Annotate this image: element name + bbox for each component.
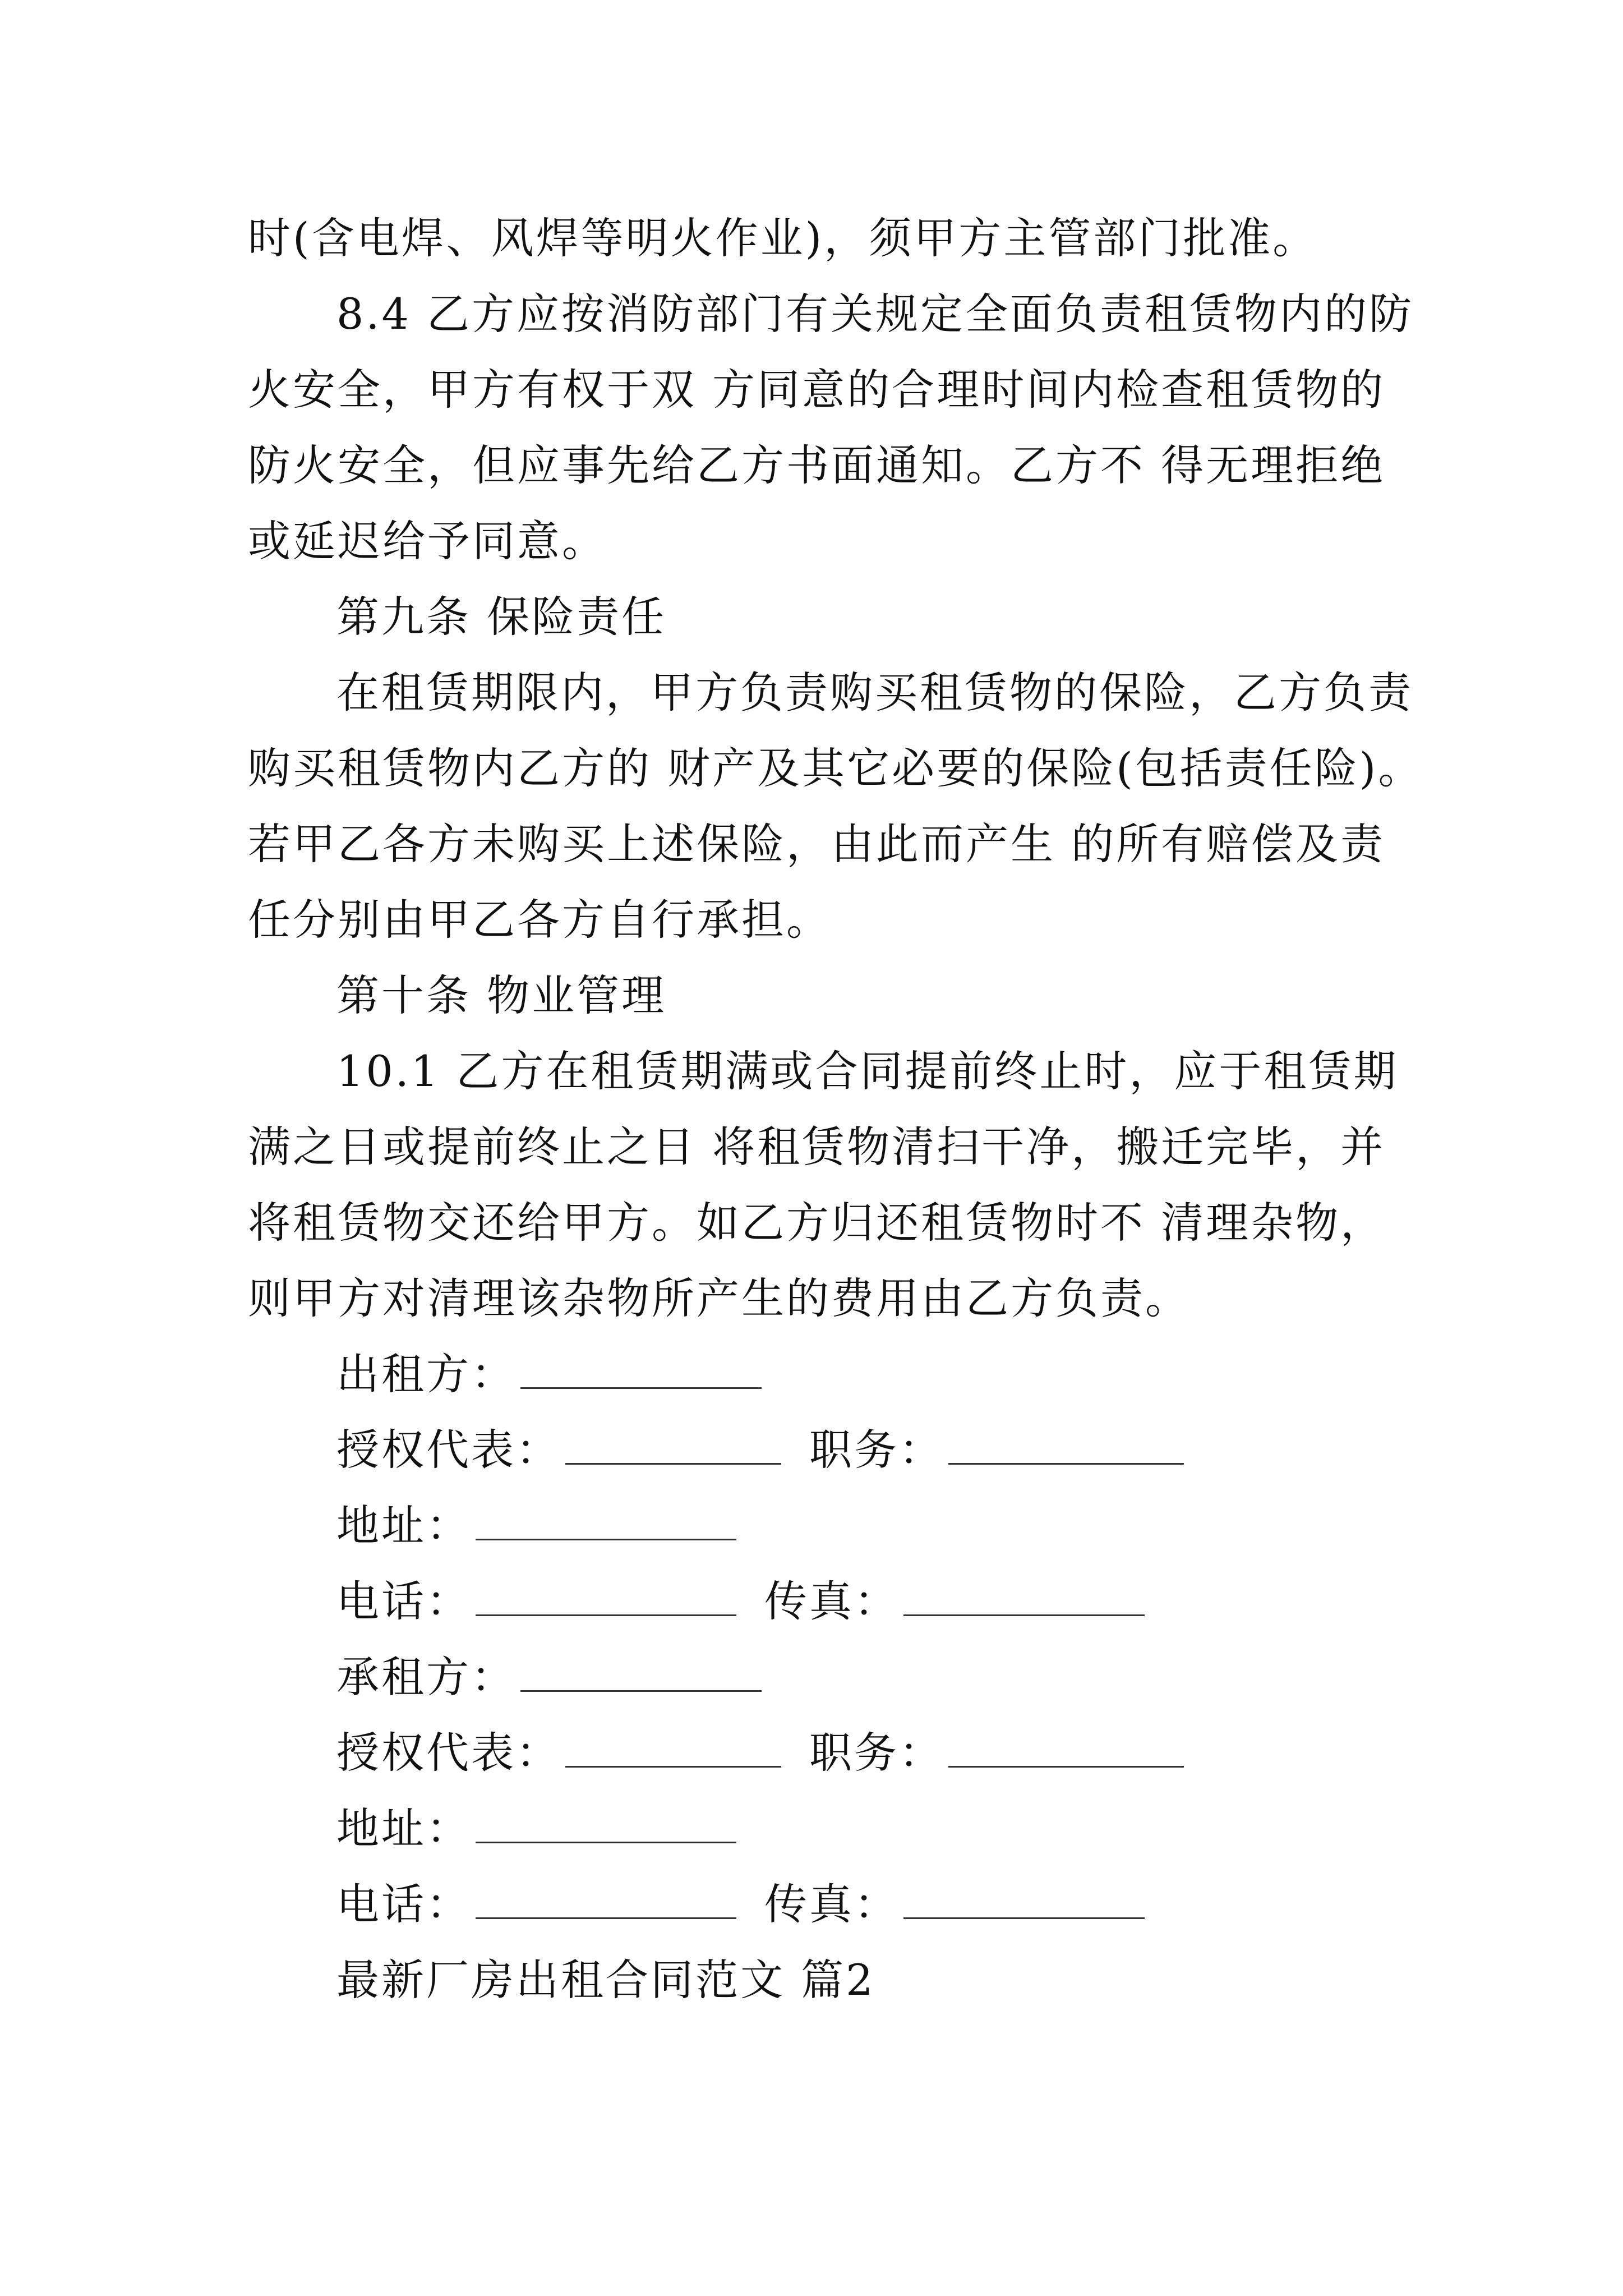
lessee-phone-blank[interactable] <box>476 1884 736 1919</box>
paragraph-line: 满之日或提前终止之日 将租赁物清扫干净，搬迁完毕，并 <box>248 1122 1386 1172</box>
lessor-rep-label: 授权代表： <box>336 1425 561 1475</box>
paragraph-line: 或延迟给予同意。 <box>248 516 607 566</box>
lessee-address-label: 地址： <box>336 1803 471 1853</box>
lessee-address-blank[interactable] <box>476 1808 736 1843</box>
lessor-party-label: 出租方： <box>336 1349 516 1399</box>
lessee-fax-blank[interactable] <box>903 1884 1145 1919</box>
article-9-heading: 第九条 保险责任 <box>336 592 667 642</box>
lessor-party-row <box>336 1346 762 1402</box>
lessor-title-blank[interactable] <box>948 1429 1184 1465</box>
lessor-party-blank[interactable] <box>520 1354 762 1389</box>
lessor-phone-label: 电话： <box>336 1576 471 1626</box>
lessor-address-blank[interactable] <box>476 1505 736 1540</box>
paragraph-line: 在租赁期限内，甲方负责购买租赁物的保险，乙方负责 <box>336 668 1413 717</box>
lessee-party-row <box>336 1649 762 1705</box>
lessor-rep-row <box>336 1422 1184 1478</box>
lessee-party-label: 承租方： <box>336 1652 516 1702</box>
paragraph-line: 购买租赁物内乙方的 财产及其它必要的保险(包括责任险)。 <box>248 743 1423 793</box>
next-section-heading: 最新厂房出租合同范文 篇2 <box>336 1955 875 2005</box>
lessor-phone-row <box>336 1573 1145 1630</box>
paragraph-line: 将租赁物交还给甲方。如乙方归还租赁物时不 清理杂物， <box>248 1198 1386 1248</box>
lessor-phone-blank[interactable] <box>476 1581 736 1616</box>
lessee-party-blank[interactable] <box>520 1657 762 1692</box>
lessee-address-row <box>336 1801 736 1857</box>
lessee-rep-row <box>336 1725 1184 1781</box>
lessor-address-label: 地址： <box>336 1501 471 1550</box>
paragraph-line: 时(含电焊、风焊等明火作业)，须甲方主管部门批准。 <box>248 213 1318 263</box>
lessor-fax-label: 传真： <box>764 1576 899 1626</box>
paragraph-line: 火安全，甲方有权于双 方同意的合理时间内检查租赁物的 <box>248 365 1386 415</box>
lessee-phone-label: 电话： <box>336 1879 471 1929</box>
lessee-rep-label: 授权代表： <box>336 1728 561 1778</box>
lessor-address-row <box>336 1498 736 1554</box>
lessee-phone-row <box>336 1876 1145 1932</box>
lessor-fax-blank[interactable] <box>903 1581 1145 1616</box>
lessee-rep-blank[interactable] <box>565 1732 781 1768</box>
lessee-title-blank[interactable] <box>948 1732 1184 1768</box>
lessor-title-label: 职务： <box>809 1425 944 1475</box>
paragraph-line: 任分别由甲乙各方自行承担。 <box>248 895 831 945</box>
article-10-heading: 第十条 物业管理 <box>336 970 667 1020</box>
paragraph-line: 防火安全，但应事先给乙方书面通知。乙方不 得无理拒绝 <box>248 440 1386 490</box>
lessor-rep-blank[interactable] <box>565 1429 781 1465</box>
lessee-fax-label: 传真： <box>764 1879 899 1929</box>
clause-10-1-line: 10.1 乙方在租赁期满或合同提前终止时，应于租赁期 <box>336 1046 1399 1096</box>
lessee-title-label: 职务： <box>809 1728 944 1778</box>
paragraph-line: 则甲方对清理该杂物所产生的费用由乙方负责。 <box>248 1273 1190 1323</box>
clause-8-4-line: 8.4 乙方应按消防部门有关规定全面负责租赁物内的防 <box>336 289 1414 339</box>
paragraph-line: 若甲乙各方未购买上述保险，由此而产生 的所有赔偿及责 <box>248 819 1386 869</box>
